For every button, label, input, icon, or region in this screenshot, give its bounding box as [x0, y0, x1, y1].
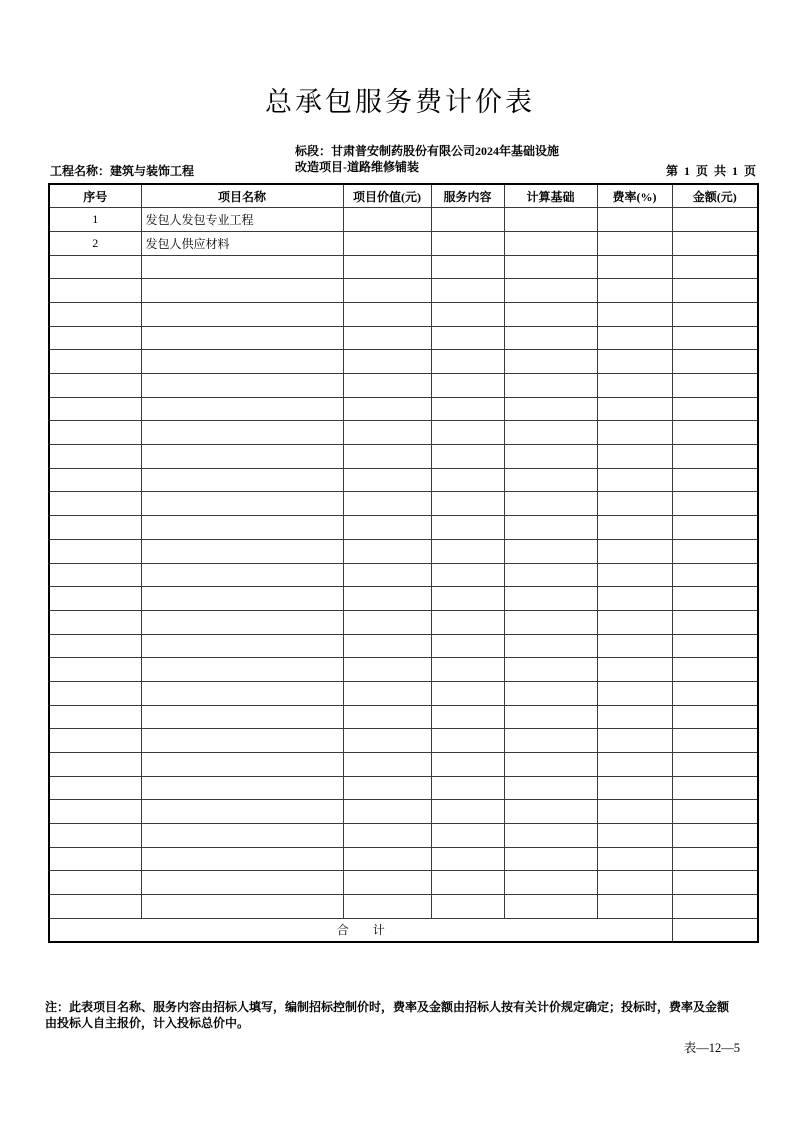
table-cell [343, 326, 431, 350]
table-cell [672, 516, 758, 540]
table-cell [49, 445, 141, 469]
table-cell [431, 468, 504, 492]
table-cell [504, 871, 597, 895]
meta-row [48, 141, 758, 183]
table-cell [431, 350, 504, 374]
total-row [49, 918, 758, 942]
table-cell [672, 326, 758, 350]
page-title: 总承包服务费计价表 [265, 87, 535, 117]
table-cell [49, 397, 141, 421]
table-cell [672, 753, 758, 777]
table-cell [672, 847, 758, 871]
header-cell: 计算基础 [504, 184, 597, 208]
footnote-line2: 由投标人自主报价，计入投标总价中。 [45, 1016, 250, 1030]
table-cell [49, 350, 141, 374]
table-cell [672, 208, 758, 232]
table-row [49, 468, 758, 492]
table-cell [49, 421, 141, 445]
table-cell [343, 563, 431, 587]
table-cell [504, 895, 597, 919]
table-cell [504, 824, 597, 848]
table-cell [672, 871, 758, 895]
table-cell [597, 776, 672, 800]
table-cell: 发包人供应材料 [141, 231, 343, 255]
table-cell: 发包人发包专业工程 [141, 208, 343, 232]
table-cell [49, 302, 141, 326]
table-row [49, 705, 758, 729]
table-cell [343, 824, 431, 848]
table-row [49, 374, 758, 398]
table-cell [141, 421, 343, 445]
table-cell [343, 753, 431, 777]
table-cell [504, 776, 597, 800]
table-cell [141, 705, 343, 729]
table-cell [597, 492, 672, 516]
table-cell [672, 824, 758, 848]
table-cell [597, 587, 672, 611]
table-cell [431, 610, 504, 634]
table-cell: 1 [49, 208, 141, 232]
table-cell [49, 681, 141, 705]
table-cell [597, 374, 672, 398]
table-cell [431, 871, 504, 895]
table-cell [504, 634, 597, 658]
table-cell [49, 492, 141, 516]
table-cell [141, 563, 343, 587]
table-cell [141, 468, 343, 492]
table-cell [141, 255, 343, 279]
table-cell [49, 895, 141, 919]
table-cell [343, 208, 431, 232]
table-cell [597, 255, 672, 279]
table-cell [597, 302, 672, 326]
table-row [49, 847, 758, 871]
table-row [49, 895, 758, 919]
table-cell [343, 421, 431, 445]
table-cell [343, 895, 431, 919]
table-cell [431, 279, 504, 303]
table-cell [431, 824, 504, 848]
table-cell [343, 350, 431, 374]
header-cell: 项目名称 [141, 184, 343, 208]
table-cell [504, 800, 597, 824]
table-cell [141, 397, 343, 421]
table-cell [504, 302, 597, 326]
table-cell [49, 539, 141, 563]
table-cell [672, 445, 758, 469]
table-cell [504, 587, 597, 611]
table-cell [504, 468, 597, 492]
header-cell: 服务内容 [431, 184, 504, 208]
table-cell [431, 397, 504, 421]
header-cell: 费率(%) [597, 184, 672, 208]
table-cell [49, 279, 141, 303]
table-cell [431, 753, 504, 777]
table-row [49, 563, 758, 587]
table-cell [141, 516, 343, 540]
table-body [49, 208, 758, 919]
table-cell [141, 658, 343, 682]
table-cell [431, 563, 504, 587]
table-cell [343, 871, 431, 895]
table-cell [597, 895, 672, 919]
table-cell [672, 231, 758, 255]
table-cell [343, 397, 431, 421]
table-cell [343, 374, 431, 398]
table-row [49, 753, 758, 777]
table-row [49, 539, 758, 563]
form-code: 表—12—5 [683, 1041, 740, 1055]
table-cell [141, 634, 343, 658]
table-cell [49, 516, 141, 540]
table-cell [49, 871, 141, 895]
table-row [49, 800, 758, 824]
table-cell [431, 634, 504, 658]
footnote-line1: 注：此表项目名称、服务内容由招标人填写，编制招标控制价时，费率及金额由招标人按有关计价规定确定；投标时，费率及金额 [45, 1000, 730, 1014]
table-cell [49, 824, 141, 848]
table-cell [141, 445, 343, 469]
table-cell [504, 847, 597, 871]
table-cell [504, 729, 597, 753]
table-cell [343, 681, 431, 705]
table-cell [672, 279, 758, 303]
table-cell [504, 279, 597, 303]
table-cell [431, 800, 504, 824]
table-cell [597, 326, 672, 350]
table-cell [672, 658, 758, 682]
table-cell [431, 587, 504, 611]
table-row [49, 681, 758, 705]
header-cell: 金额(元) [672, 184, 758, 208]
table-cell [49, 374, 141, 398]
table-cell [672, 800, 758, 824]
table-cell [672, 729, 758, 753]
table-cell [504, 658, 597, 682]
table-row [49, 516, 758, 540]
table-cell [49, 610, 141, 634]
table-row [49, 658, 758, 682]
table-cell [504, 539, 597, 563]
table-cell [141, 871, 343, 895]
table-cell [431, 681, 504, 705]
table-cell [141, 326, 343, 350]
table-cell [49, 658, 141, 682]
table-cell [672, 374, 758, 398]
table-cell [49, 634, 141, 658]
table-cell [343, 729, 431, 753]
table-cell [343, 705, 431, 729]
table-cell [597, 397, 672, 421]
table-cell [141, 492, 343, 516]
table-cell [343, 492, 431, 516]
table-cell [504, 753, 597, 777]
table-cell [431, 705, 504, 729]
table-cell [141, 279, 343, 303]
table-cell [597, 350, 672, 374]
table-cell [504, 326, 597, 350]
table-cell [672, 895, 758, 919]
table-cell [343, 231, 431, 255]
table-cell [597, 681, 672, 705]
table-cell [431, 445, 504, 469]
table-cell [597, 847, 672, 871]
footnote [45, 999, 757, 1031]
header-cell: 序号 [49, 184, 141, 208]
table-cell [672, 302, 758, 326]
table-cell [49, 255, 141, 279]
table-cell [504, 397, 597, 421]
table-cell [504, 208, 597, 232]
table-row [49, 445, 758, 469]
table-cell [504, 350, 597, 374]
table-cell [49, 587, 141, 611]
table-cell [431, 208, 504, 232]
table-cell [141, 800, 343, 824]
page-indicator: 第 1 页 共 1 页 [665, 164, 756, 178]
table-cell [431, 492, 504, 516]
table-cell [672, 539, 758, 563]
table-cell [597, 753, 672, 777]
table-cell [343, 634, 431, 658]
table-cell [49, 776, 141, 800]
table-cell [343, 302, 431, 326]
table-cell [141, 824, 343, 848]
table-cell [504, 563, 597, 587]
table-cell [597, 871, 672, 895]
table-row [49, 634, 758, 658]
table-cell [672, 397, 758, 421]
table-cell [597, 279, 672, 303]
service-fee-table [48, 183, 759, 943]
table-cell [672, 255, 758, 279]
total-amount-cell [672, 918, 758, 942]
table-row [49, 729, 758, 753]
table-cell [431, 658, 504, 682]
table-cell [431, 516, 504, 540]
table-cell [431, 729, 504, 753]
table-cell [141, 895, 343, 919]
table-row [49, 871, 758, 895]
table-cell [141, 302, 343, 326]
table-cell [504, 610, 597, 634]
total-label-cell: 合 计 [49, 918, 672, 942]
table-row [49, 302, 758, 326]
table-cell [49, 705, 141, 729]
table-cell [141, 681, 343, 705]
table-cell [597, 729, 672, 753]
table-header-row [49, 184, 758, 208]
table-cell [504, 492, 597, 516]
table-cell [597, 824, 672, 848]
table-cell [431, 421, 504, 445]
table-cell [343, 610, 431, 634]
project-name-label: 工程名称：建筑与装饰工程 [50, 164, 195, 178]
table-cell [672, 350, 758, 374]
table-cell [672, 705, 758, 729]
table-cell [597, 539, 672, 563]
table-row [49, 587, 758, 611]
table-row [49, 279, 758, 303]
table-cell [141, 350, 343, 374]
table-cell [431, 326, 504, 350]
table-cell [343, 587, 431, 611]
table-cell [141, 847, 343, 871]
table-cell [504, 705, 597, 729]
table-cell [49, 563, 141, 587]
table-cell [504, 516, 597, 540]
table-cell [672, 610, 758, 634]
table-cell [431, 847, 504, 871]
table-cell [431, 231, 504, 255]
table-row [49, 208, 758, 232]
table-cell [504, 255, 597, 279]
table-row [49, 824, 758, 848]
table-cell [672, 634, 758, 658]
table-cell [343, 847, 431, 871]
table-cell [49, 753, 141, 777]
table-cell [431, 539, 504, 563]
table-cell [672, 421, 758, 445]
table-cell [343, 658, 431, 682]
bid-section-label [295, 143, 559, 175]
table-cell [672, 492, 758, 516]
table-cell [141, 374, 343, 398]
table-cell [343, 800, 431, 824]
table-cell: 2 [49, 231, 141, 255]
table-cell [597, 208, 672, 232]
table-row [49, 397, 758, 421]
table-cell [504, 681, 597, 705]
table-row [49, 610, 758, 634]
table-cell [141, 610, 343, 634]
table-cell [343, 255, 431, 279]
table-cell [672, 776, 758, 800]
table-cell [343, 468, 431, 492]
table-cell [431, 895, 504, 919]
header-cell: 项目价值(元) [343, 184, 431, 208]
table-cell [141, 776, 343, 800]
table-cell [672, 681, 758, 705]
table-cell [597, 800, 672, 824]
table-cell [597, 516, 672, 540]
table-cell [504, 374, 597, 398]
table-cell [49, 800, 141, 824]
table-cell [49, 847, 141, 871]
table-cell [431, 302, 504, 326]
table-cell [343, 776, 431, 800]
table-cell [49, 326, 141, 350]
table-cell [597, 634, 672, 658]
table-row [49, 776, 758, 800]
table-row [49, 421, 758, 445]
table-cell [597, 658, 672, 682]
table-cell [504, 421, 597, 445]
table-cell [141, 587, 343, 611]
table-cell [597, 231, 672, 255]
table-row [49, 326, 758, 350]
table-cell [431, 776, 504, 800]
table-cell [597, 445, 672, 469]
table-cell [431, 255, 504, 279]
table-cell [597, 421, 672, 445]
table-cell [672, 587, 758, 611]
table-cell [49, 729, 141, 753]
table-cell [343, 539, 431, 563]
table-cell [343, 516, 431, 540]
table-cell [597, 705, 672, 729]
table-cell [672, 468, 758, 492]
table-cell [141, 753, 343, 777]
bid-section-line1: 标段：甘肃普安制药股份有限公司2024年基础设施 [295, 144, 560, 158]
table-cell [431, 374, 504, 398]
table-cell [597, 468, 672, 492]
table-cell [597, 610, 672, 634]
table-cell [141, 729, 343, 753]
bid-section-line2: 改造项目-道路维修铺装 [295, 160, 419, 174]
table-cell [49, 468, 141, 492]
table-row [49, 231, 758, 255]
table-row [49, 255, 758, 279]
table-cell [597, 563, 672, 587]
table-cell [141, 539, 343, 563]
table-row [49, 350, 758, 374]
table-cell [343, 445, 431, 469]
table-cell [504, 445, 597, 469]
table-cell [672, 563, 758, 587]
table-cell [343, 279, 431, 303]
table-cell [504, 231, 597, 255]
table-row [49, 492, 758, 516]
